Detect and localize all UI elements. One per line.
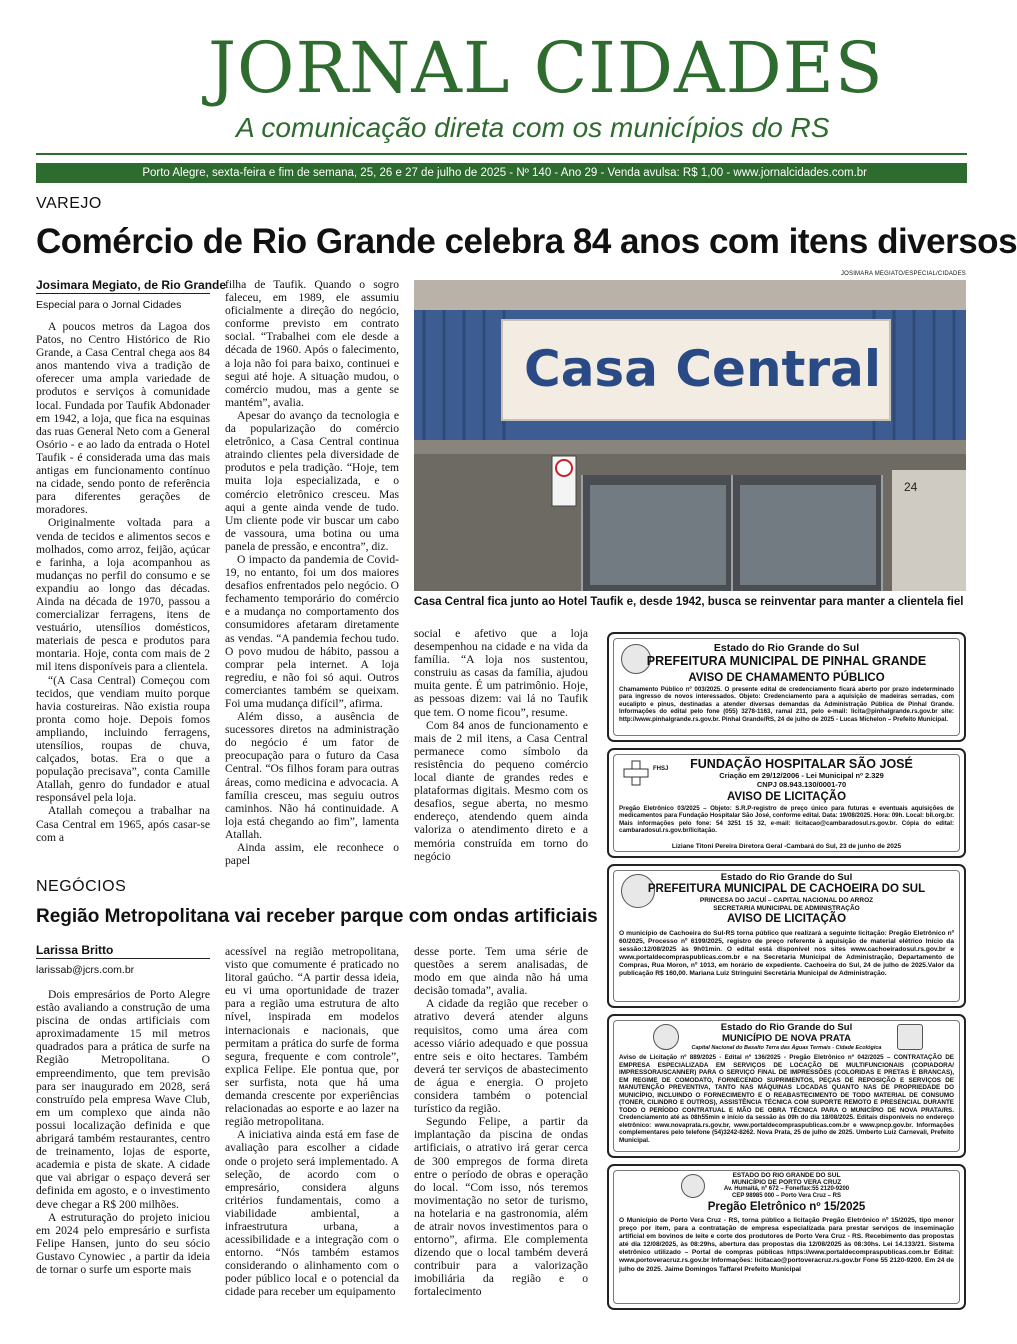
- byline-rule: [36, 958, 210, 959]
- notice-body: O município de Cachoeira do Sul-RS torna público que realizará a seguinte licitação: Pregão Eletrônico nº 60/2025, Processo nº 6199/2025, registro de preço referente à aquisição de material elétrico Início da sessão:12/08/2025 às 9h01min. O edital está disponível nos sites www.cachoeiradosul.rs.gov.br e www.portaldecompraspublicas.com.br e na Secretaria Municipal de Administração, Departamento de Compras, Rua Moron, nº 1013, em horário de expediente. Cachoeira do Sul, 24 de julho de 2025.Valor da publicação R$ 160,00. Mariana Luiz Stringuini Secretária Municipal de Administração.: [619, 930, 954, 977]
- article1-column-2: [225, 278, 399, 868]
- section-label-varejo: VAREJO: [36, 195, 102, 212]
- notice-state: ESTADO DO RIO GRANDE DO SUL: [732, 1172, 841, 1179]
- paragraph: A iniciativa ainda está em fase de avaliação para escolher a cidade onde o projeto será implementado. A seleção, de acordo com o empresário, considera alguns critérios fundamentais, como a viabilidade ambiental, a infraestrutura urbana, a acessibilidade e a integração com o entorno. “Nós também estamos considerando o alinhamento com o poder público local e o potencial da cidade para receber um equipamento: [225, 1128, 399, 1299]
- paragraph: filha de Taufik. Quando o sogro faleceu, em 1989, ele assumiu oficialmente a direção do negócio, conforme previsto em contrato social. “Trabalhei com ele desde a década de 1960. Após o falecimento, a loja não foi para baixo, continuei e segui até hoje. A situação mudou, o comércio mudou, mas a gente se mantém”, avalia.: [225, 278, 399, 409]
- paragraph: social e afetivo que a loja desempenhou na cidade e na vida da família. “A loja nos sustentou, construiu as casas da família, ajudou muita gente. É um patrimônio. Hoje, as pessoas dizem: vai lá no Taufik que tem. O nome ficou”, resume.: [414, 627, 588, 719]
- notice-body: Chamamento Público nº 003/2025. O presente edital de credenciamento ficará aberto por prazo indeterminado para ingresso de novos interessados. Objeto: Credenciamento para a aquisição de madeiras serradas, com eucalipto e pinus, destinadas a atender diversas demandas da Administração Pública de Pinhal Grande. Informações do edital pelo fone (055) 3278-1163, ramal 211, pelo e-mail: licita@pinhalgrande.rs.gov.br site: http://www.pinhalgrande.rs.gov.br. Pinhal Grande/RS, 24 de julho de 2025 - Lucas Michelon – Prefeito Municipal.: [619, 686, 954, 723]
- paragraph: Atallah começou a trabalhar na Casa Central em 1965, após casar-se com a: [36, 804, 210, 844]
- masthead-tagline: A comunicação direta com os municípios do RS: [236, 112, 830, 143]
- paragraph: A estruturação do projeto iniciou em 2024 pelo empresário e surfista Felipe Hansen, junto do seu sócio Gustavo Cynowiec , a partir da ideia de tornar o surfe um esporte mais: [36, 1210, 210, 1276]
- notice-motto: Capital Nacional do Basalto Terra das Águas Termais - Cidade Ecológica: [691, 1045, 882, 1051]
- notice-motto: PRINCESA DO JACUÍ – CAPITAL NACIONAL DO ARROZ: [699, 897, 874, 904]
- article1-column-3: [414, 627, 588, 863]
- paragraph: Ainda assim, ele reconhece o papel: [225, 841, 399, 868]
- store-sign-text: Casa Central: [524, 340, 881, 398]
- paragraph: “(A Casa Central) Começou com tecidos, que vendiam muito porque havia costureiras. Não existia roupa pronta como hoje. Depois fomos ampliando, incluindo ferragens, utensílios, roupas de chuva, calçados, botas. Era o que a população precisava”, conta Camille Atallah, genro do fundador e atual responsável pela loja.: [36, 673, 210, 805]
- article2-column-3: [414, 945, 588, 1310]
- notice-address: Av. Humaitá, nº 672 – Fone/fax:55 2120-9200: [723, 1186, 850, 1192]
- article1-byline: Josimara Megiato, de Rio Grande: [36, 278, 227, 292]
- paragraph: Com 84 anos de funcionamento e mais de 2 mil itens, a Casa Central permanece como símbolo da resistência do pequeno comércio local diante de grandes redes e plataformas digitais. Mesmo com os desafios, segue aberta, no mesmo endereço, atendendo quem ainda valoriza o atendimento direto e a memória construída em torno do negócio: [414, 718, 588, 863]
- notice-cnpj: CNPJ 08.943.130/0001-70: [756, 780, 847, 789]
- notice-signature: Liziane Titoni Pereira Diretora Geral -Cambará do Sul, 23 de junho de 2025: [671, 843, 902, 850]
- masthead-title: JORNAL CIDADES: [208, 27, 884, 109]
- notice-department: SECRETARIA MUNICIPAL DE ADMINISTRAÇÃO: [713, 905, 860, 912]
- notice-cep: CEP 98985 000 – Porto Vera Cruz – RS: [732, 1193, 841, 1199]
- notice-body: Aviso de Licitação nº 889/2025 - Edital nº 136/2025 - Pregão Eletrônico nº 042/2025 – CONTRATAÇÃO DE EMPRESA ESPECIALIZADA EM SERVIÇOS DE LOCAÇÃO DE MULTIFUNCIONAIS (COPIADORA/ IMPRESSORA/SCANNER) PARA O SERVIÇO FINAL DE IMPRESSÕES (COLORIDAS E PRETAS E BRANCAS), EM REGIME DE COMODATO, FORNECENDO SUPRIMENTOS, PEÇAS DE REPOSIÇÃO E SERVIÇOS DE MANUTENÇÃO PREVENTIVA, TANTO NAS MÁQUINAS LOCADAS QUANTO NAS DE PROPRIEDADE DO MUNICÍPIO, INCLUINDO O FORNECIMENTO E O REABASTECIMENTO DE TODO MATERIAL DE CONSUMO (TONER, CILINDRO E OUTROS), ASSISTÊNCIA TÉCNICA COM SUPORTE REMOTO E PRESENCIAL DURANTE TODO O PERÍODO CONTRATUAL E MÃO DE OBRA TÉCNICA PARA O MUNICÍPIO DE NOVA PRATA/RS. Credenciamento até as 08h55min e início da sessão às 09h do dia 18/08/2025. Editais disponíveis no endereço eletrônico: www.novaprata.rs.gov.br, www.portaldecompraspublicas.com.br e www.pncp.gov.br. Informações complementares pelo telefone (54)3242-8262. Nova Prata, 25 de julho de 2025. Umberto Luiz Carnevali, Prefeito Municipal.: [619, 1054, 954, 1144]
- notice-body: Pregão Eletrônico 03/2025 – Objeto: S.R.P-registro de preço único para futuras e eventuais aquisições de medicamentos para Fundação Hospitalar São José, conforme edital. Data: 19/08/2025. Hora: 09h. Local: bll.org.br. Mais informações pelo fone: 54 3251 15 32, e-mail: licitacao@cambaradosul.rs.gov.br. Cópia do edital: cambaradosul.rs.gov.br/licitação.: [619, 805, 954, 835]
- legal-notice-nova-prata: [607, 1014, 966, 1158]
- paragraph: Originalmente voltada para a venda de tecidos e alimentos secos e molhados, como arroz, feijão, açúcar e farinha, a loja acompanhou as mudanças no perfil do consumo e se expandiu ao longo das décadas. Ainda na década de 1970, passou a comercializar ferragens, itens de vestuário, utensílios domésticos, materiais de pesca e produtos para montaria. Hoje, conta com mais de 2 mil itens disponíveis para a clientela.: [36, 516, 210, 674]
- legal-notice-hospital-sao-jose: [607, 748, 966, 858]
- paragraph: Dois empresários de Porto Alegre estão avaliando a construção de uma piscina de ondas artificiais com aproximadamente 15 mil metros quadrados para a prática de surfe na Região Metropolitana. O empreendimento, que tem previsão para ser inaugurado em 2028, será construído pela empresa Wave Club, em um complexo que ainda não possui localização definida e que abrigará também restaurantes, centro de treinamento, lojas de esporte, academia e pista de skate. A cidade que vai abrigar o espaço deverá ser definida em agosto, e o investimento deve chegar a R$ 200 milhões.: [36, 988, 210, 1211]
- notice-type: AVISO DE CHAMAMENTO PÚBLICO: [688, 672, 885, 684]
- notice-state: Estado do Rio Grande do Sul: [713, 642, 860, 654]
- article2-headline: Região Metropolitana vai receber parque com ondas artificiais: [36, 906, 598, 927]
- notice-type: Pregão Eletrônico nº 15/2025: [707, 1201, 866, 1213]
- paragraph: O impacto da pandemia de Covid-19, no entanto, foi um dos maiores desafios enfrentados pelo negócio. O fechamento temporário do comércio e a mudança no comportamento dos consumidores afetaram diretamente as vendas. “A pandemia fechou tudo. O povo mudou de hábito, passou a comprar pela internet. A loja regrediu, e não foi só aqui. Outros comerciantes também se queixam. Foi uma mudança difícil”, afirma.: [225, 552, 399, 710]
- dateline-bar: Porto Alegre, sexta-feira e fim de semana, 25, 26 e 27 de julho de 2025 - Nº 140 - Ano 29 - Venda avulsa: R$ 1,00 - www.jornalcidades.com.br: [36, 163, 967, 183]
- article2-column-1: [36, 988, 210, 1310]
- notice-type: AVISO DE LICITAÇÃO: [726, 791, 847, 803]
- byline-rule: [36, 293, 210, 294]
- article1-byline-sub: Especial para o Jornal Cidades: [36, 299, 182, 311]
- notice-issuer: PREFEITURA MUNICIPAL DE PINHAL GRANDE: [646, 654, 927, 668]
- paragraph: A poucos metros da Lagoa dos Patos, no Centro Histórico de Rio Grande, a Casa Central chega aos 84 anos mantendo viva a tradição de oferecer uma ampla variedade de produtos e serviços à comunidade local. Fundada por Taufik Abdonader em 1942, a loja, que fica na esquinas das ruas General Neto com a General Osório - e ao lado da entrada o Hotel Taufik - é considerada uma das mais antigas em funcionamento contínuo na cidade, sendo ponto de referência para diferentes gerações de moradores.: [36, 320, 210, 517]
- article1-headline: Comércio de Rio Grande celebra 84 anos com itens diversos: [36, 222, 1017, 261]
- hospital-logo-text: FHSJ: [653, 766, 669, 772]
- masthead-rule: [36, 153, 967, 155]
- notice-type: AVISO DE LICITAÇÃO: [726, 913, 847, 925]
- notice-state: Estado do Rio Grande do Sul: [720, 1022, 853, 1033]
- store-number: 24: [904, 480, 918, 494]
- notice-issuer: PREFEITURA MUNICIPAL DE CACHOEIRA DO SUL: [647, 883, 926, 895]
- notice-issuer: MUNICÍPIO DE NOVA PRATA: [722, 1033, 851, 1044]
- article2-column-2: [225, 945, 399, 1310]
- paragraph: A cidade da região que receber o atrativo deverá atender alguns requisitos, como uma área com acesso viário adequado e que possua entre seis e oito hectares. Também deverá ter serviços de abastecimento de água e energia. O projeto considera também o potencial turístico da região.: [414, 997, 588, 1116]
- notice-issuer: FUNDAÇÃO HOSPITALAR SÃO JOSÉ: [690, 757, 913, 771]
- article2-byline-sub: larissab@jcrs.com.br: [36, 964, 135, 976]
- section-label-negocios: NEGÓCIOS: [36, 878, 127, 895]
- paragraph: desse porte. Tem uma série de questões a serem analisadas, de modo em que ainda não há uma decisão tomada”, avalia.: [414, 945, 588, 998]
- article1-column-1: [36, 320, 210, 860]
- storefront-illustration: [414, 280, 966, 591]
- paragraph: acessível na região metropolitana, visto que comumente é praticado no litoral gaúcho. “A partir dessa ideia, eu vi uma oportunidade de trazer para a região uma estrutura de alto nível, inspirada em modelos internacionais e nacionais, que permitam a prática do surfe de forma segura, frequente e com controle”, explica Felipe. Ele pontua que, por ser surfista, nota que há uma demanda crescente por experiências relacionadas ao esporte e ao lazer na região metropolitana.: [225, 945, 399, 1129]
- notice-body: O Município de Porto Vera Cruz - RS, torna público a licitação Pregão Eletrônico nº 15/2025, tipo menor preço por item, para a contratação de empresa especializada para prestar serviços de inseminação artificial em bovinos de leite e corte dos produtores de Porto Vera Cruz - RS. Recebimento das propostas até dia 12/08/2025, às 08:29hs, abertura das propostas dia 12/08/2025 às 08:30hs. Lei 14.133/21. Sistema eletrônico utilizado – Portal de compras públicas https://www.portaldecompraspublicas.com.br Edital: www.portoveracruz.rs.gov.br Informações: licitacao@portoveracruz.rs.gov.br Fone 55 2120-9200. Em 24 de julho de 2025. Jaime Domingos Taffarel Prefeito Municipal: [619, 1217, 954, 1273]
- photo-credit: JOSIMARA MEGIATO/ESPECIAL/CIDADES: [840, 271, 966, 277]
- paragraph: Apesar do avanço da tecnologia e da popularização do comércio eletrônico, a Casa Central continua atraindo clientes pela diversidade de produtos e pela tradição. “Hoje, tem muita loja especializada, e o comércio eletrônico cresceu. Mas aqui a gente ainda vende de tudo. Um cliente pode vir buscar um cabo de vassoura, uma botina ou uma panela de pressão, e encontra”, diz.: [225, 408, 399, 553]
- photo-caption: Casa Central fica junto ao Hotel Taufik e, desde 1942, busca se reinventar para manter a clientela fiel: [414, 596, 964, 608]
- notice-subtitle: Criação em 29/12/2006 - Lei Municipal nº 2.329: [719, 771, 884, 780]
- legal-notice-pinhal-grande: [607, 632, 966, 742]
- legal-notice-cachoeira-do-sul: [607, 864, 966, 1008]
- paragraph: Segundo Felipe, a partir da implantação da piscina de ondas artificiais, o atrativo irá gerar cerca de 300 empregos de forma direta entre o período de obras e operação do local. “Com isso, nós teremos movimentação no setor de turismo, na hotelaria e na gastronomia, além de atrair novos investimentos para o entorno”, afirma. Ele complementa dizendo que o local também deverá contribuir para a valorização imobiliária da região e o fortalecimento: [414, 1115, 588, 1299]
- article2-byline: Larissa Britto: [36, 943, 114, 957]
- storefront-photo: [414, 280, 966, 591]
- notice-state: Estado do Rio Grande do Sul: [720, 872, 853, 883]
- notice-issuer: MUNICÍPIO DE PORTO VERA CRUZ: [731, 1179, 842, 1186]
- paragraph: Além disso, a ausência de sucessores diretos na administração do negócio é um fator de preocupação para o futuro da Casa Central. “Os filhos foram para outras áreas, como medicina e advocacia. A família cresceu, mas seguiu outros caminhos. Não há continuidade. A loja está chegando ao fim”, lamenta Atallah.: [225, 710, 399, 841]
- legal-notice-porto-vera-cruz: [607, 1164, 966, 1310]
